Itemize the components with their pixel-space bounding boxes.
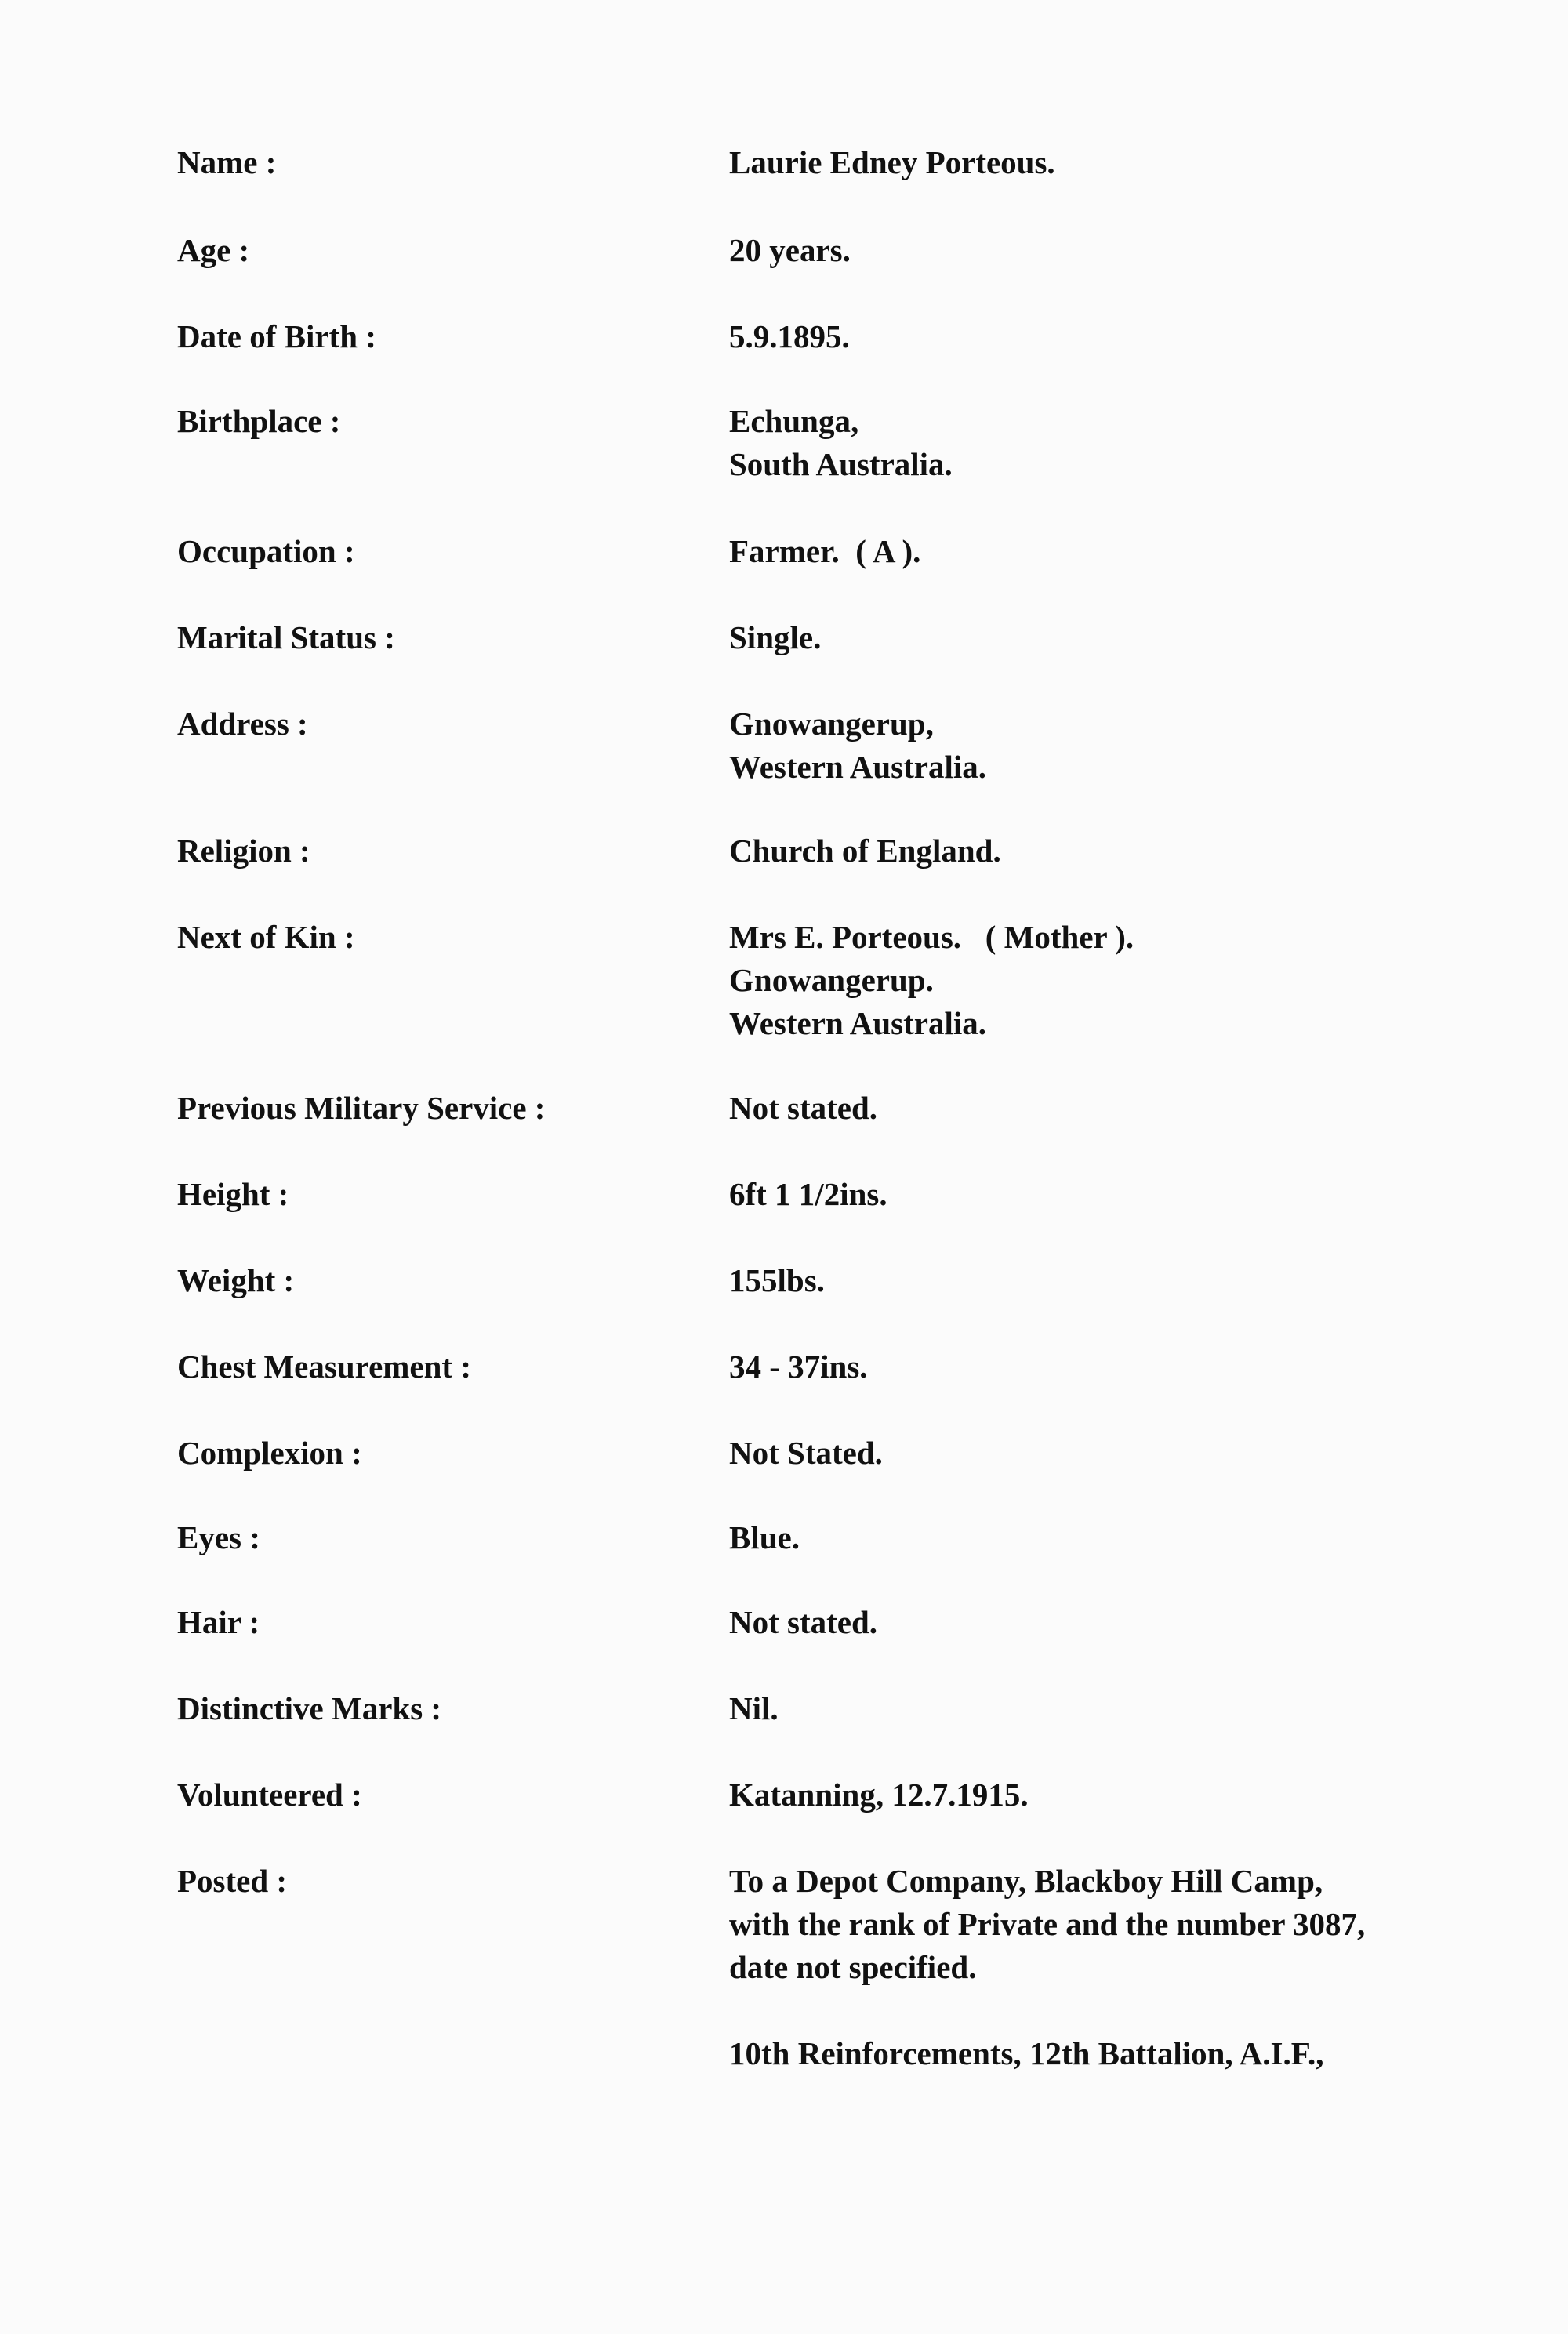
value-line: Gnowangerup, [729, 706, 934, 742]
value-line: Echunga, [729, 403, 859, 439]
field-weight [177, 1259, 825, 1302]
field-label: Chest Measurement : [177, 1348, 471, 1385]
field-next-of-kin [177, 916, 1134, 1045]
field-label: Birthplace : [177, 403, 341, 439]
value-line: with the rank of Private and the number 3087, [729, 1906, 1366, 1942]
field-age [177, 229, 851, 272]
field-label: Weight : [177, 1262, 295, 1298]
posted-continuation-line: 10th Reinforcements, 12th Battalion, A.I.F., [729, 2035, 1324, 2071]
field-value [729, 1259, 825, 1302]
value-line: Not Stated. [729, 1435, 883, 1471]
field-label: Date of Birth : [177, 318, 376, 354]
value-line: Not stated. [729, 1604, 878, 1640]
value-line: Mrs E. Porteous. ( Mother ). [729, 919, 1134, 955]
value-line: Katanning, 12.7.1915. [729, 1777, 1029, 1813]
field-label: Name : [177, 144, 277, 180]
value-line: 20 years. [729, 232, 851, 268]
field-hair [177, 1601, 877, 1644]
value-line: Nil. [729, 1690, 779, 1726]
field-value [729, 315, 850, 358]
field-previous-military-service [177, 1087, 877, 1130]
field-label: Religion : [177, 833, 310, 869]
field-label: Previous Military Service : [177, 1090, 546, 1126]
value-line: Western Australia. [729, 1005, 986, 1041]
value-line: Gnowangerup. [729, 962, 934, 998]
field-label: Occupation : [177, 533, 355, 569]
field-value [729, 1173, 887, 1216]
field-value [729, 1345, 868, 1388]
field-value [729, 1860, 1365, 1989]
field-label: Next of Kin : [177, 919, 355, 955]
field-value [729, 229, 851, 272]
field-label: Eyes : [177, 1519, 260, 1555]
value-line: Laurie Edney Porteous. [729, 144, 1055, 180]
field-date-of-birth [177, 315, 850, 358]
field-label: Height : [177, 1176, 289, 1212]
field-name [177, 141, 1055, 184]
value-line: Western Australia. [729, 749, 986, 785]
value-line: 5.9.1895. [729, 318, 850, 354]
value-line: Church of England. [729, 833, 1001, 869]
field-value [729, 702, 986, 789]
value-line: Single. [729, 619, 822, 655]
value-line: South Australia. [729, 446, 953, 482]
field-label: Age : [177, 232, 250, 268]
field-address [177, 702, 986, 789]
value-line: 155lbs. [729, 1262, 825, 1298]
field-posted-continuation [177, 2032, 1324, 2075]
field-label: Marital Status : [177, 619, 395, 655]
field-value [729, 616, 821, 659]
field-value [729, 530, 920, 573]
field-marital-status [177, 616, 821, 659]
field-height [177, 1173, 887, 1216]
field-posted [177, 1860, 1365, 1989]
field-value [729, 1432, 883, 1475]
value-line: Not stated. [729, 1090, 878, 1126]
field-label: Volunteered : [177, 1777, 362, 1813]
field-label: Distinctive Marks : [177, 1690, 442, 1726]
value-line: To a Depot Company, Blackboy Hill Camp, [729, 1863, 1323, 1899]
field-label: Address : [177, 706, 308, 742]
field-value [729, 829, 1001, 873]
value-line: 34 - 37ins. [729, 1348, 868, 1385]
field-distinctive-marks [177, 1687, 779, 1730]
field-occupation [177, 530, 920, 573]
value-line: date not specified. [729, 1949, 977, 1985]
field-eyes [177, 1516, 800, 1559]
field-label: Complexion : [177, 1435, 362, 1471]
field-birthplace [177, 400, 953, 486]
field-volunteered [177, 1773, 1029, 1817]
field-label: Hair : [177, 1604, 260, 1640]
field-value [729, 400, 953, 486]
value-line: Farmer. ( A ). [729, 533, 921, 569]
value-line: Blue. [729, 1519, 800, 1555]
field-value [729, 916, 1134, 1045]
field-value [729, 1773, 1029, 1817]
field-chest-measurement [177, 1345, 868, 1388]
field-complexion [177, 1432, 883, 1475]
field-value [729, 1687, 779, 1730]
field-value [729, 141, 1055, 184]
field-value [729, 1087, 877, 1130]
field-value [729, 1601, 877, 1644]
field-religion [177, 829, 1001, 873]
value-line: 6ft 1 1/2ins. [729, 1176, 887, 1212]
field-label: Posted : [177, 1863, 288, 1899]
field-value [729, 1516, 800, 1559]
